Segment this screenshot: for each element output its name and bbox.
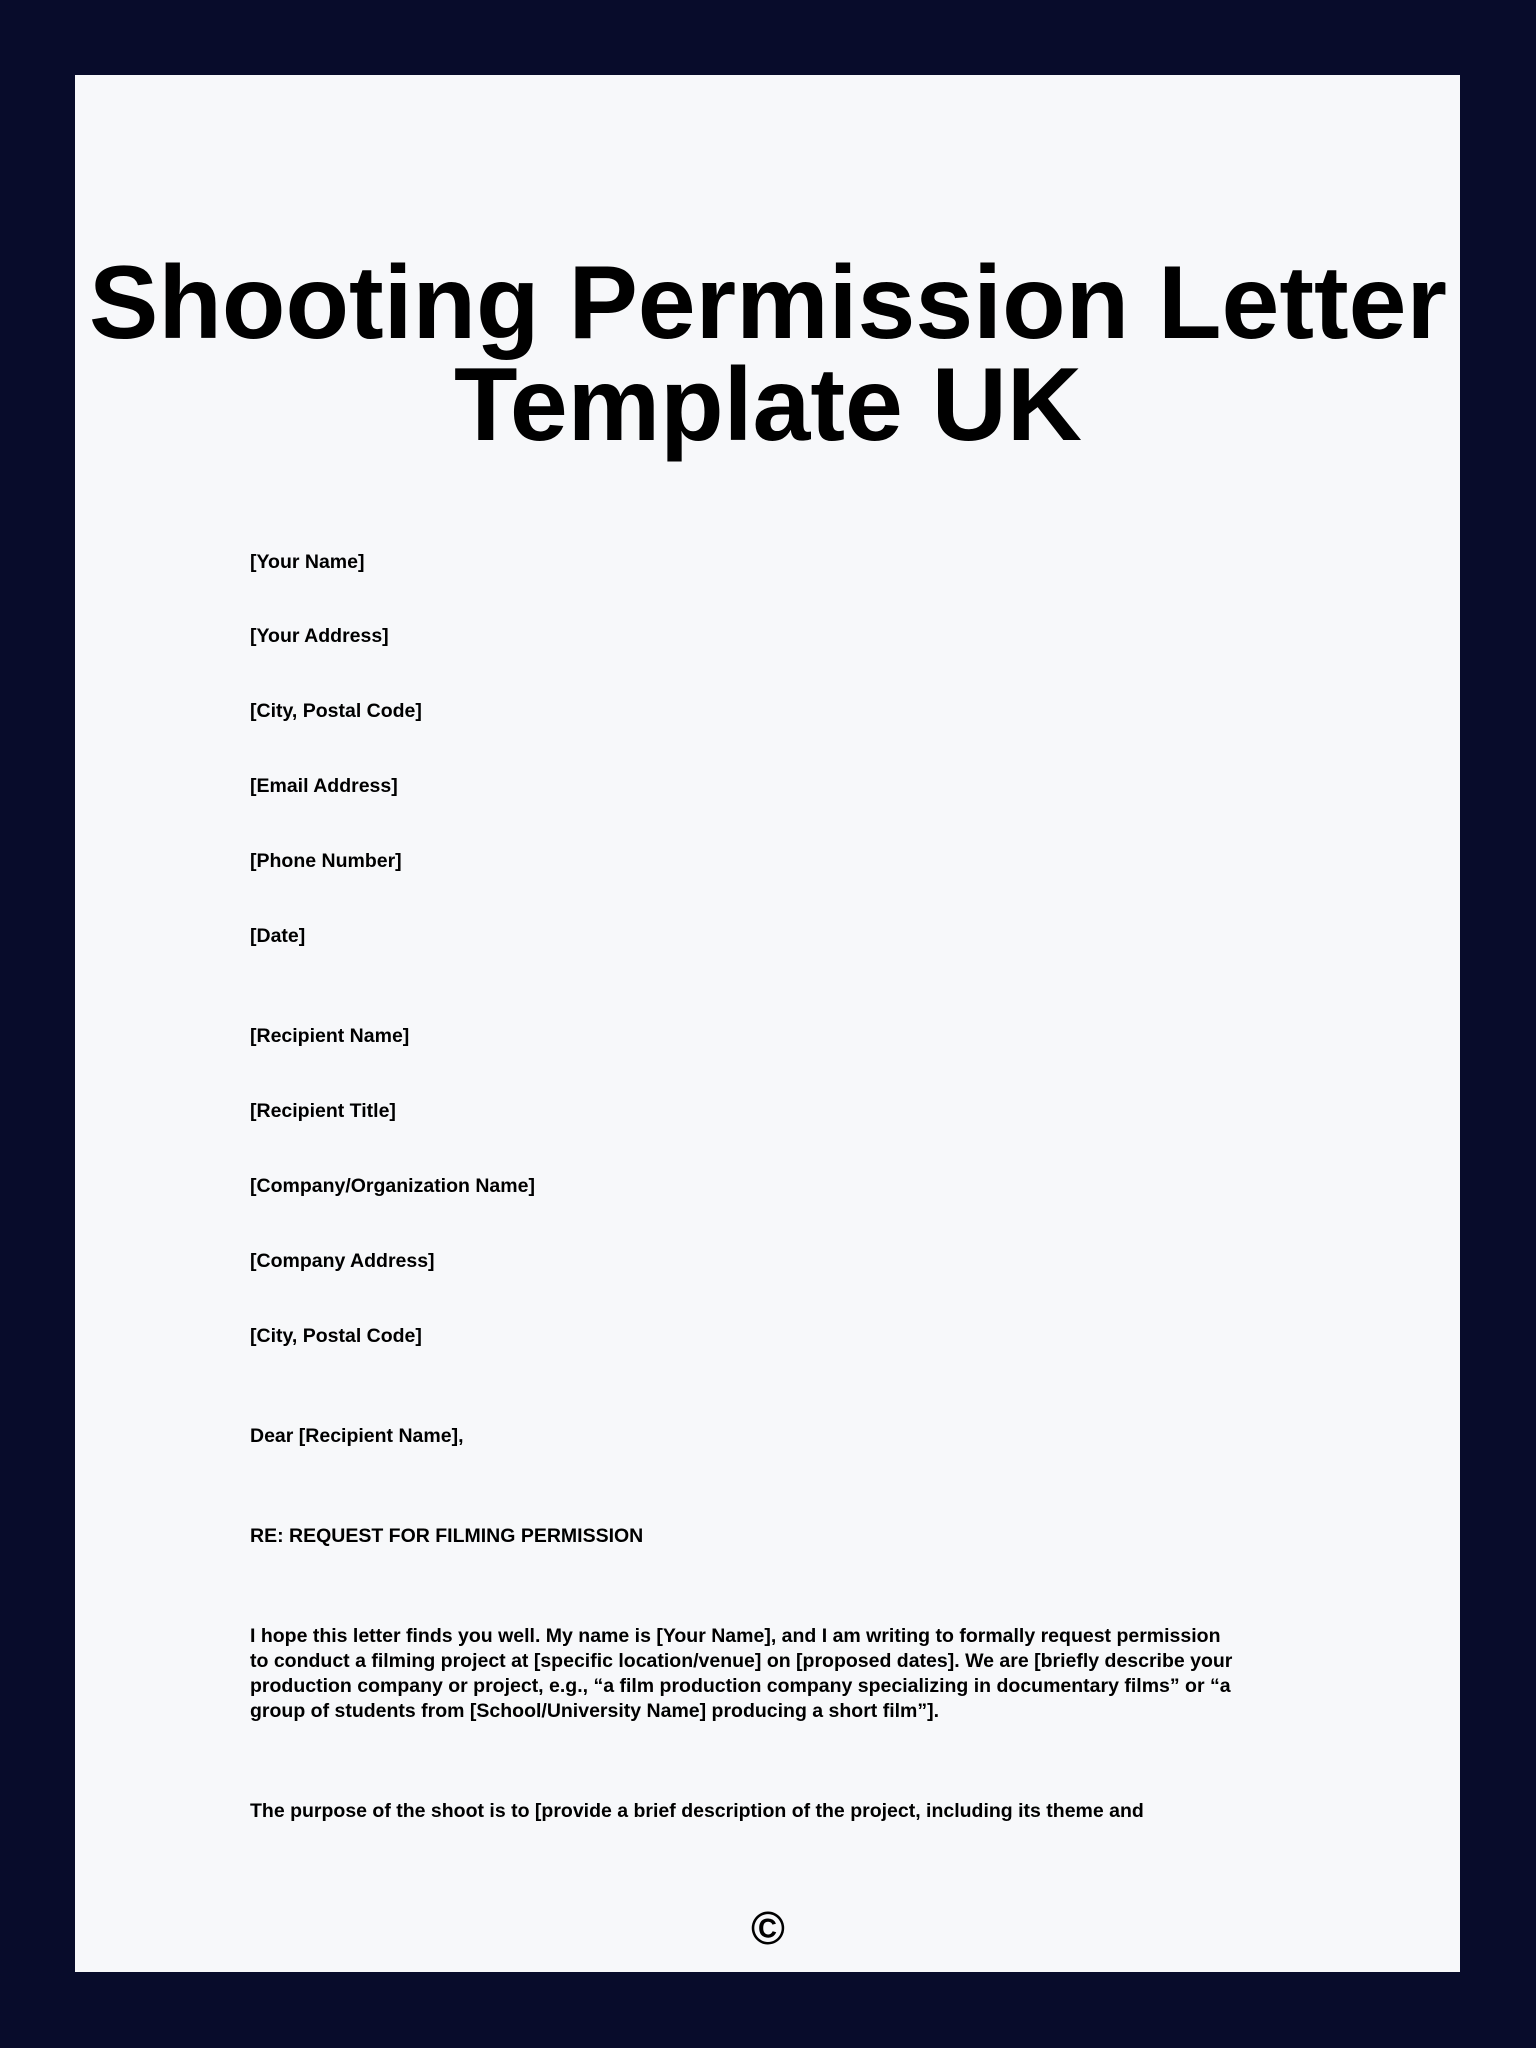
recipient-name: [Recipient Name] bbox=[250, 1025, 410, 1047]
recipient-title: [Recipient Title] bbox=[250, 1100, 396, 1122]
sender-name: [Your Name] bbox=[250, 551, 365, 573]
subject-line: RE: REQUEST FOR FILMING PERMISSION bbox=[250, 1525, 644, 1547]
recipient-city: [City, Postal Code] bbox=[250, 1325, 422, 1347]
paragraph-1-line: I hope this letter finds you well. My name is [Your Name], and I am writing to formally request permission bbox=[250, 1625, 1221, 1647]
page-title bbox=[0, 245, 1536, 463]
recipient-address: [Company Address] bbox=[250, 1250, 435, 1272]
paragraph-1-line: group of students from [School/University Name] producing a short film”]. bbox=[250, 1700, 940, 1722]
sender-email: [Email Address] bbox=[250, 775, 398, 797]
sender-address: [Your Address] bbox=[250, 625, 389, 647]
paragraph-2-line: The purpose of the shoot is to [provide a brief description of the project, including its theme and bbox=[250, 1800, 1144, 1822]
recipient-company: [Company/Organization Name] bbox=[250, 1175, 535, 1197]
copyright-icon: © bbox=[751, 1902, 785, 1954]
sender-phone: [Phone Number] bbox=[250, 850, 402, 872]
letter-date: [Date] bbox=[250, 925, 306, 947]
sender-city: [City, Postal Code] bbox=[250, 700, 422, 722]
paragraph-1-line: production company or project, e.g., “a film production company specializing in documentary films” or “a bbox=[250, 1675, 1231, 1697]
paragraph-1-line: to conduct a filming project at [specific location/venue] on [proposed dates]. We are [briefly describe your bbox=[250, 1650, 1233, 1672]
title-line-2: Template UK bbox=[454, 347, 1082, 463]
salutation: Dear [Recipient Name], bbox=[250, 1425, 464, 1447]
title-line-1: Shooting Permission Letter bbox=[89, 245, 1447, 361]
